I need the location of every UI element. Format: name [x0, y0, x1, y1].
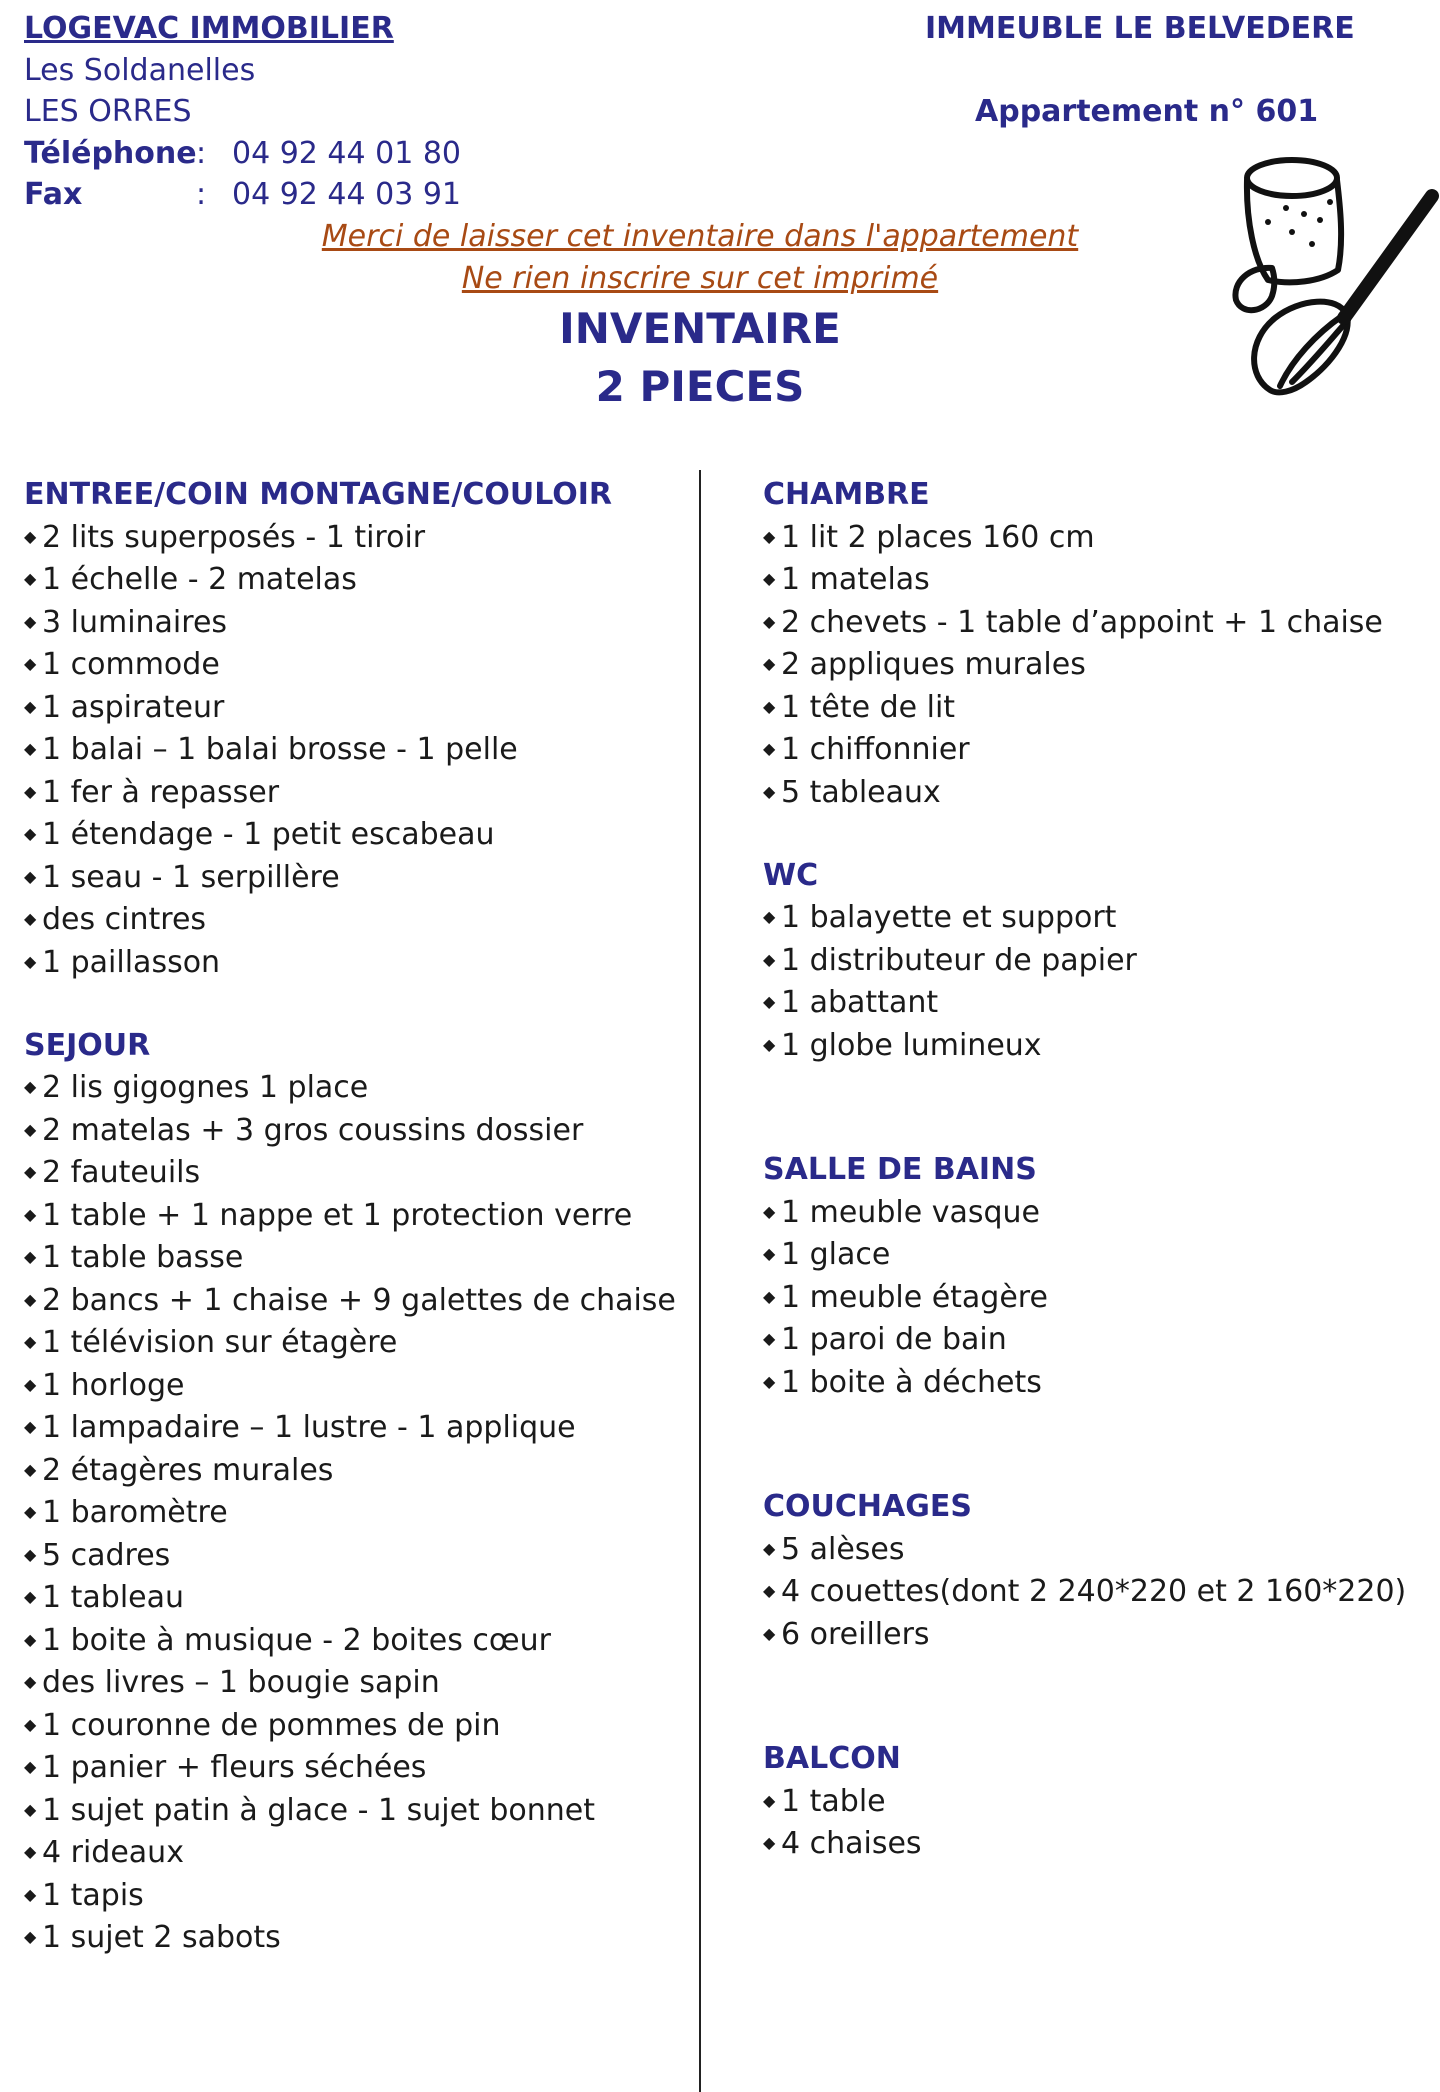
page-title: INVENTAIRE — [559, 304, 841, 353]
fax-row — [24, 174, 461, 216]
list-item: ◆ 1 baromètre — [24, 1491, 676, 1534]
list-item: ◆ 1 matelas — [763, 558, 1406, 601]
notice-leave-inventory: Merci de laisser cet inventaire dans l'appartement — [321, 219, 1079, 254]
phone-number: 04 92 44 01 80 — [232, 135, 462, 171]
agency-block — [24, 8, 461, 216]
list-item: ◆ 2 étagères murales — [24, 1449, 676, 1492]
list-item: ◆ 1 sujet 2 sabots — [24, 1916, 676, 1959]
list-item: ◆ 2 bancs + 1 chaise + 9 galettes de chaise — [24, 1279, 676, 1322]
section-title-wc: WC — [763, 857, 819, 893]
section-sejour — [24, 1025, 676, 1959]
list-item: ◆ 1 balayette et support — [763, 896, 1406, 939]
phone-label: Téléphone — [24, 135, 197, 171]
notice-do-not-write: Ne rien inscrire sur cet imprimé — [461, 261, 939, 296]
list-item: ◆ 1 tête de lit — [763, 686, 1406, 729]
balcon-items — [763, 1780, 1406, 1865]
building-name: IMMEUBLE LE BELVEDERE — [925, 11, 1355, 46]
list-item: ◆ 2 lits superposés - 1 tiroir — [24, 516, 676, 559]
list-item: ◆ 1 meuble étagère — [763, 1276, 1406, 1319]
list-item: ◆ 1 horloge — [24, 1364, 676, 1407]
fax-number: 04 92 44 03 91 — [232, 177, 462, 212]
salle-de-bains-items — [763, 1191, 1406, 1404]
entree-items — [24, 516, 676, 984]
list-item: ◆ 1 lampadaire – 1 lustre - 1 applique — [24, 1406, 676, 1449]
section-title-balcon: BALCON — [763, 1741, 901, 1776]
section-title-salle-de-bains: SALLE DE BAINS — [763, 1152, 1037, 1187]
list-item: ◆ 1 chiffonnier — [763, 728, 1406, 771]
agency-name: LOGEVAC IMMOBILIER — [24, 11, 394, 46]
chambre-items — [763, 516, 1406, 814]
section-title-sejour: SEJOUR — [24, 1027, 151, 1063]
list-item: ◆ 1 sujet patin à glace - 1 sujet bonnet — [24, 1789, 676, 1832]
fax-colon: : — [196, 177, 207, 212]
list-item: ◆ 5 cadres — [24, 1534, 676, 1577]
list-item: ◆ 1 glace — [763, 1233, 1406, 1276]
apartment-number: Appartement n° 601 — [975, 94, 1319, 129]
list-item: ◆ 1 abattant — [763, 981, 1406, 1024]
list-item: ◆ 1 globe lumineux — [763, 1024, 1406, 1067]
list-item: ◆ 1 télévision sur étagère — [24, 1321, 676, 1364]
list-item: ◆ 1 paillasson — [24, 941, 676, 984]
list-item: ◆ 4 couettes(dont 2 240*220 et 2 160*220) — [763, 1570, 1406, 1613]
list-item: ◆ 1 échelle - 2 matelas — [24, 558, 676, 601]
list-item: ◆ 1 balai – 1 balai brosse - 1 pelle — [24, 728, 676, 771]
list-item: ◆ 5 alèses — [763, 1528, 1406, 1571]
kitchen-utensils-icon — [1220, 150, 1440, 415]
list-item: ◆ 5 tableaux — [763, 771, 1406, 814]
list-item: ◆ 3 luminaires — [24, 601, 676, 644]
list-item: ◆ 2 chevets - 1 table d’appoint + 1 chaise — [763, 601, 1406, 644]
section-entree — [24, 474, 676, 983]
section-wc — [763, 855, 1406, 1067]
list-item: ◆ 2 matelas + 3 gros coussins dossier — [24, 1109, 676, 1152]
list-item: ◆ 1 distributeur de papier — [763, 939, 1406, 982]
list-item: ◆ 1 tableau — [24, 1576, 676, 1619]
section-title-couchages: COUCHAGES — [763, 1489, 972, 1524]
list-item: ◆ 1 paroi de bain — [763, 1318, 1406, 1361]
list-item: ◆ 1 seau - 1 serpillère — [24, 856, 676, 899]
list-item: ◆ 1 boite à déchets — [763, 1361, 1406, 1404]
fax-label: Fax — [24, 177, 83, 212]
list-item: ◆ 6 oreillers — [763, 1613, 1406, 1656]
list-item: ◆ 1 table basse — [24, 1236, 676, 1279]
list-item: ◆ 1 table + 1 nappe et 1 protection verre — [24, 1194, 676, 1237]
left-column — [24, 474, 676, 1959]
list-item: ◆ 1 couronne de pommes de pin — [24, 1704, 676, 1747]
phone-row — [24, 133, 461, 175]
section-title-chambre: CHAMBRE — [763, 477, 930, 512]
couchages-items — [763, 1528, 1406, 1656]
list-item: ◆ 1 boite à musique - 2 boites cœur — [24, 1619, 676, 1662]
list-item: ◆ 1 fer à repasser — [24, 771, 676, 814]
list-item: ◆ 1 étendage - 1 petit escabeau — [24, 813, 676, 856]
list-item: ◆ 1 meuble vasque — [763, 1191, 1406, 1234]
list-item: ◆ 1 table — [763, 1780, 1406, 1823]
list-item: ◆ 1 aspirateur — [24, 686, 676, 729]
sejour-items — [24, 1066, 676, 1959]
agency-address-line1: Les Soldanelles — [24, 52, 256, 88]
list-item: ◆ 2 appliques murales — [763, 643, 1406, 686]
right-column — [763, 474, 1406, 1865]
list-item: ◆ 4 rideaux — [24, 1831, 676, 1874]
list-item: ◆ 4 chaises — [763, 1822, 1406, 1865]
wc-items — [763, 896, 1406, 1066]
list-item: ◆ 1 panier + fleurs séchées — [24, 1746, 676, 1789]
section-balcon — [763, 1738, 1406, 1865]
column-divider — [699, 470, 701, 2092]
list-item: ◆ 1 commode — [24, 643, 676, 686]
section-couchages — [763, 1486, 1406, 1655]
list-item: ◆ 1 tapis — [24, 1874, 676, 1917]
list-item: ◆ 2 lis gigognes 1 place — [24, 1066, 676, 1109]
agency-address-line2: LES ORRES — [24, 94, 192, 129]
list-item: ◆ 2 fauteuils — [24, 1151, 676, 1194]
list-item: ◆ des cintres — [24, 898, 676, 941]
section-chambre — [763, 474, 1406, 813]
list-item: ◆ des livres – 1 bougie sapin — [24, 1661, 676, 1704]
list-item: ◆ 1 lit 2 places 160 cm — [763, 516, 1406, 559]
page-subtitle: 2 PIECES — [595, 362, 805, 411]
section-title-entree: ENTREE/COIN MONTAGNE/COULOIR — [24, 477, 613, 512]
phone-colon: : — [196, 135, 207, 171]
section-salle-de-bains — [763, 1149, 1406, 1403]
